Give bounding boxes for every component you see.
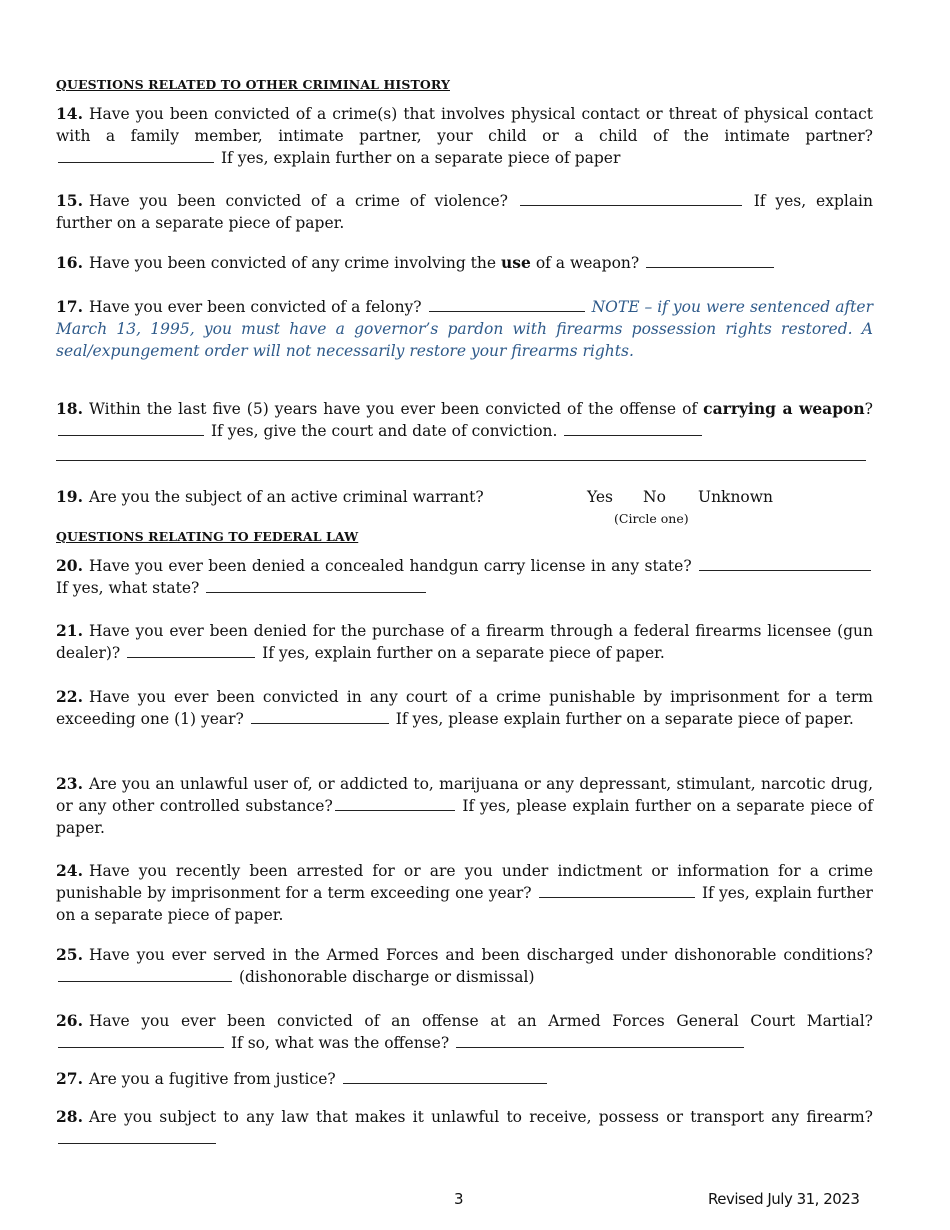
question-14: 14. Have you been convicted of a crime(s) that involves physical contact or threat of physical contact with a family member, intimate partner, your child or a child of the intimate partner? If yes, explain further on a separate piece of paper [56,104,873,167]
question-number: 20. [56,556,83,575]
circle-one-hint: (Circle one) [614,511,689,526]
question-15: 15. Have you been convicted of a crime of violence? If yes, explain further on a separate piece of paper. [56,191,874,232]
question-20: 20. Have you ever been denied a concealed handgun carry license in any state? If yes, what state? [56,555,873,599]
court-date-blank[interactable] [564,420,702,436]
question-number: 21. [56,621,83,640]
question-17: 17. Have you ever been convicted of a felony? NOTE – if you were sentenced after March 13, 1995, you must have a governor’s pardon with firearms possession rights restored. A seal/expungement order will not necessarily restore your firearms rights. [56,297,873,360]
question-number: 19. [56,487,83,506]
answer-blank-20[interactable] [699,555,871,571]
question-18: 18. Within the last five (5) years have you ever been convicted of the offense of carrying a weapon? If yes, give the court and date of conviction. [56,399,873,440]
answer-blank-16[interactable] [646,252,774,268]
answer-blank-21[interactable] [127,642,255,658]
choice-no[interactable]: No [643,488,666,506]
question-27: 27. Are you a fugitive from justice? [56,1068,873,1090]
answer-blank-22[interactable] [251,708,389,724]
answer-blank-26[interactable] [58,1032,224,1048]
revision-date: Revised July 31, 2023 [708,1190,860,1208]
question-25: 25. Have you ever served in the Armed Forces and been discharged under dishonorable conditions? (dishonorable discharge or dismissal) [56,945,873,986]
answer-blank-15[interactable] [520,190,742,206]
answer-blank-25[interactable] [58,966,232,982]
question-24: 24. Have you recently been arrested for or are you under indictment or information for a crime punishable by imprisonment for a term exceeding one year? If yes, explain further on a separate piece of paper. [56,861,873,924]
question-number: 14. [56,104,83,123]
question-number: 23. [56,774,83,793]
question-number: 24. [56,861,83,880]
firearms-rights-note: NOTE – if you were sentenced after March 13, 1995, you must have a governor’s pardon with firearms possession rights restored. A seal/expungement order will not necessarily restore your firearms rights. [56,298,873,360]
choice-unknown[interactable]: Unknown [698,488,774,506]
answer-blank-23[interactable] [335,795,455,811]
answer-blank-27[interactable] [343,1068,547,1084]
answer-blank-14[interactable] [58,147,214,163]
question-23: 23. Are you an unlawful user of, or addicted to, marijuana or any depressant, stimulant, narcotic drug, or any other controlled substance? If yes, please explain further on a separate piece of paper. [56,774,873,837]
question-number: 25. [56,945,83,964]
question-number: 18. [56,399,83,418]
answer-blank-17[interactable] [429,296,585,312]
question-number: 27. [56,1069,83,1088]
section-heading-criminal-history: QUESTIONS RELATED TO OTHER CRIMINAL HISTORY [56,77,450,92]
question-number: 26. [56,1011,83,1030]
question-21: 21. Have you ever been denied for the purchase of a firearm through a federal firearms licensee (gun dealer)? If yes, explain further on a separate piece of paper. [56,621,873,662]
question-16: 16. Have you been convicted of any crime involving the use of a weapon? [56,252,873,274]
answer-blank-24[interactable] [539,882,695,898]
question-26: 26. Have you ever been convicted of an offense at an Armed Forces General Court Martial? If so, what was the offense? [56,1011,873,1052]
page-number: 3 [454,1190,464,1208]
choice-yes[interactable]: Yes [587,488,614,506]
question-28: 28. Are you subject to any law that makes it unlawful to receive, possess or transport any firearm? [56,1106,873,1150]
court-date-blank-line[interactable] [56,460,866,461]
question-19: 19. Are you the subject of an active criminal warrant? [56,487,484,506]
state-blank-20[interactable] [206,577,426,593]
section-heading-federal-law: QUESTIONS RELATING TO FEDERAL LAW [56,529,359,544]
question-number: 22. [56,687,83,706]
question-number: 28. [56,1107,83,1126]
answer-blank-28[interactable] [58,1128,216,1144]
question-number: 17. [56,297,83,316]
answer-blank-18[interactable] [58,420,204,436]
question-number: 16. [56,253,83,272]
question-22: 22. Have you ever been convicted in any court of a crime punishable by imprisonment for a term exceeding one (1) year? If yes, please explain further on a separate piece of paper. [56,687,873,728]
offense-blank-26[interactable] [456,1032,744,1048]
question-number: 15. [56,191,83,210]
